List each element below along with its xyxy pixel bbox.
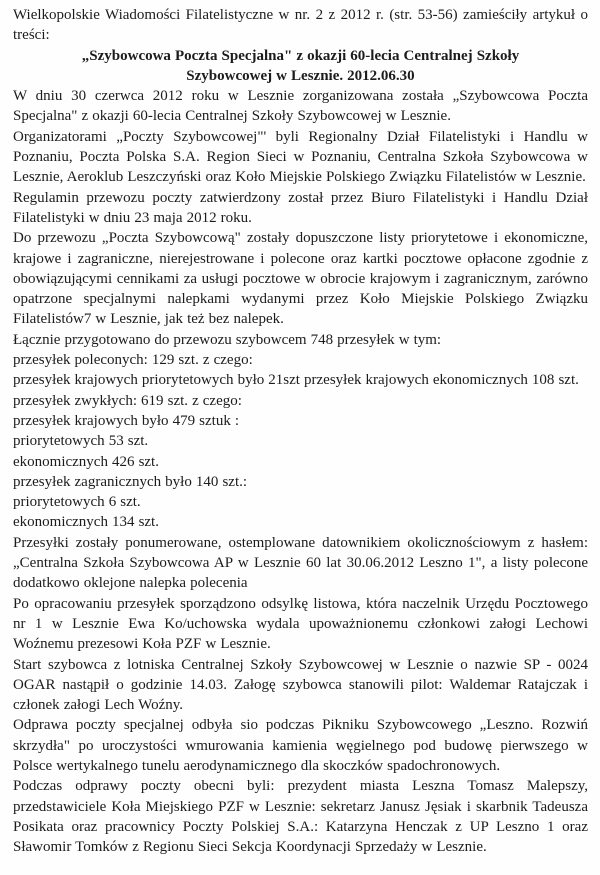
paragraph: Organizatorami „Poczty Szybowcowej"' byli Regionalny Dział Filatelistyki i Handlu w Poznaniu, Poczta Polska S.A. Region Sieci w Poznaniu, Centralna Szkoła Szybowcowa w Lesznie, Aeroklub Leszczyński oraz Koło Miejskie Polskiego Związku Filatelistów w Lesznie. [13,128,588,186]
paragraph: W dniu 30 czerwca 2012 roku w Lesznie zorganizowana została „Szybowcowa Poczta Specjalna" z okazji 60-lecia Centralnej Szkoły Szybowcowej w Lesznie. [13,88,588,125]
paragraph: Łącznie przygotowano do przewozu szybowcem 748 przesyłek w tym: [13,331,442,348]
statistic-line: przesyłek zwykłych: 619 szt. z czego: [13,392,242,409]
statistic-line: priorytetowych 6 szt. [13,494,141,511]
statistic-line: przesyłek poleconych: 129 szt. z czego: [13,352,253,369]
paragraph: Start szybowca z lotniska Centralnej Szkoły Szybowcowej w Lesznie o nazwie SP - 0024 OGAR nastąpił o godzinie 14.03. Załogę szybowca stanowili pilot: Waldemar Ratajczak i członek załogi Lech Woźny. [13,656,588,714]
article-title: „Szybowcowa Poczta Specjalna" z okazji 60-lecia Centralnej Szkoły Szybowcowej w Lesznie. 2012.06.30 [81,47,520,84]
paragraph: Przesyłki zostały ponumerowane, ostemplowane datownikiem okolicznościowym z hasłem: „Centralna Szkoła Szybowcowa AP w Lesznie 60 lat 30.06.2012 Leszno 1", a listy polecone dodatkowo oklejone nalepka polecenia [13,534,588,592]
paragraph: Do przewozu „Poczta Szybowcową" zostały dopuszczone listy priorytetowe i ekonomiczne, krajowe i zagraniczne, nierejestrowane i polecone oraz kartki pocztowe opłacone zgodnie z obowiązującymi cennikami za usługi pocztowe w obrocie krajowym i zagranicznym, zarówno opatrzone specjalnymi nalepkami wydanymi przez Koło Miejskie Polskiego Związku Filatelistów7 w Lesznie, jak też bez nalepek. [13,230,588,328]
paragraph: Regulamin przewozu poczty zatwierdzony został przez Biuro Filatelistyki i Handlu Dział Filatelistyki w dniu 23 maja 2012 roku. [13,189,588,226]
statistic-line: przesyłek zagranicznych było 140 szt.: [13,473,248,490]
statistic-line: ekonomicznych 426 szt. [13,453,159,470]
statistic-line: ekonomicznych 134 szt. [13,514,159,531]
statistic-line: przesyłek krajowych było 479 sztuk : [13,412,240,429]
statistic-line: przesyłek krajowych priorytetowych było 21szt przesyłek krajowych ekonomicznych 108 szt. [13,372,579,389]
statistic-line: priorytetowych 53 szt. [13,433,149,450]
paragraph: Podczas odprawy poczty obecni byli: prezydent miasta Leszna Tomasz Malepszy, przedstawiciele Koła Miejskiego PZF w Lesznie: sekretarz Janusz Jęsiak i skarbnik Tadeusza Posikata oraz pracownicy Poczty Polskiej S.A.: Katarzyna Henczak z UP Leszno 1 oraz Sławomir Tomków z Regionu Sieci Sekcja Koordynacji Sprzedaży w Lesznie. [13,778,588,856]
article-source-line: Wielkopolskie Wiadomości Filatelistyczne w nr. 2 z 2012 r. (str. 53-56) zamieściły artykuł o treści: [13,7,588,44]
paragraph: Odprawa poczty specjalnej odbyła sio podczas Pikniku Szybowcowego „Leszno. Rozwiń skrzydła" po uroczystości wmurowania kamienia węgielnego pod budowę pierwszego w Polsce wertykalnego tunelu aerodynamicznego dla skoczków spadochronowych. [13,717,588,774]
paragraph: Po opracowaniu przesyłek sporządzono odsylkę listowa, która naczelnik Urzędu Pocztowego nr 1 w Lesznie Ewa Ko/uchowska wydala upoważnionemu członkowi załogi Lechowi Woźnemu prezesowi Koła PZF w Lesznie. [13,595,588,653]
